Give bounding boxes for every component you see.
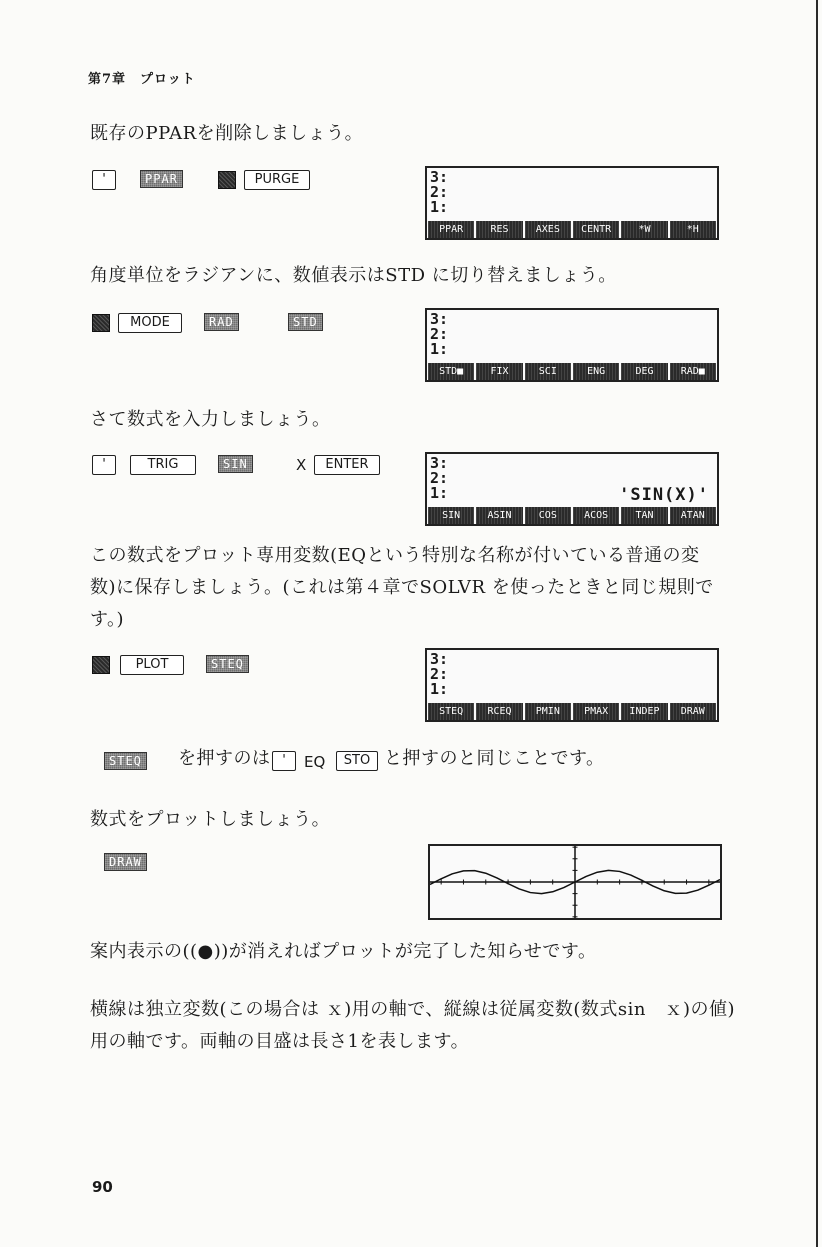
std-softkey[interactable]: STD bbox=[288, 313, 323, 331]
menu-item: AXES bbox=[525, 221, 571, 238]
menu-item: RES bbox=[476, 221, 522, 238]
stack-levels: 3: 2: 1: bbox=[430, 454, 449, 502]
menu-item: CENTR bbox=[573, 221, 619, 238]
stack-level1-value: 'SIN(X)' bbox=[619, 485, 709, 505]
steq-note-text2: と押すのと同じことです。 bbox=[384, 748, 605, 769]
menu-item: STD■ bbox=[428, 363, 474, 380]
text-line: この数式をプロット専用変数(EQという特別な名称が付いている普通の変 bbox=[90, 545, 700, 566]
menu-item: FIX bbox=[476, 363, 522, 380]
lcd-screen-4 bbox=[425, 648, 719, 722]
quote-key[interactable]: ' bbox=[272, 751, 296, 771]
shift-key-icon[interactable] bbox=[92, 656, 110, 674]
quote-key[interactable]: ' bbox=[92, 455, 116, 475]
sin-softkey[interactable]: SIN bbox=[218, 455, 253, 473]
menu-item: PMAX bbox=[573, 703, 619, 720]
plot-key[interactable]: PLOT bbox=[120, 655, 184, 675]
steq-softkey[interactable]: STEQ bbox=[104, 752, 147, 770]
menu-item: SCI bbox=[525, 363, 571, 380]
menu-bar bbox=[427, 703, 717, 720]
mode-key[interactable]: MODE bbox=[118, 313, 182, 333]
eq-label: EQ bbox=[304, 753, 326, 771]
menu-bar bbox=[427, 221, 717, 238]
sine-plot bbox=[430, 846, 720, 918]
steq-note-text1: を押すのは bbox=[178, 748, 271, 769]
chapter-header: 第7章 プロット bbox=[88, 72, 196, 87]
menu-item: COS bbox=[525, 507, 571, 524]
step2-text: 角度単位をラジアンに、数値表示はSTD に切り替えましょう。 bbox=[90, 265, 617, 286]
step1-text: 既存のPPARを削除しましょう。 bbox=[90, 123, 364, 144]
busy-annunciator-text: 案内表示の((●))が消えればプロットが完了した知らせです。 bbox=[90, 941, 597, 962]
text-line: 数)に保存しましょう。(これは第４章でSOLVR を使ったときと同じ規則で bbox=[90, 577, 714, 598]
menu-bar bbox=[427, 507, 717, 524]
step4-text bbox=[90, 540, 714, 636]
ppar-softkey[interactable]: PPAR bbox=[140, 170, 183, 188]
menu-item: RAD■ bbox=[670, 363, 716, 380]
plot-screen bbox=[428, 844, 722, 920]
steq-softkey[interactable]: STEQ bbox=[206, 655, 249, 673]
menu-bar bbox=[427, 363, 717, 380]
menu-item: PMIN bbox=[525, 703, 571, 720]
menu-item: DRAW bbox=[670, 703, 716, 720]
draw-softkey[interactable]: DRAW bbox=[104, 853, 147, 871]
stack-levels: 3: 2: 1: bbox=[430, 168, 449, 216]
text-line: 用の軸です。両軸の目盛は長さ1を表します。 bbox=[90, 1031, 470, 1052]
menu-item: DEG bbox=[621, 363, 667, 380]
menu-item: INDEP bbox=[621, 703, 667, 720]
page-edge-rule bbox=[816, 0, 818, 1247]
lcd-screen-2 bbox=[425, 308, 719, 382]
menu-item: PPAR bbox=[428, 221, 474, 238]
menu-item: ENG bbox=[573, 363, 619, 380]
plot-step-text: 数式をプロットしましょう。 bbox=[90, 809, 331, 830]
menu-item: ATAN bbox=[670, 507, 716, 524]
text-line: 横線は独立変数(この場合は ｘ)用の軸で、縦線は従属変数(数式sin ｘ)の値) bbox=[90, 999, 736, 1020]
quote-key[interactable]: ' bbox=[92, 170, 116, 190]
stack-levels: 3: 2: 1: bbox=[430, 310, 449, 358]
enter-key[interactable]: ENTER bbox=[314, 455, 380, 475]
trig-key[interactable]: TRIG bbox=[130, 455, 196, 475]
menu-item: ASIN bbox=[476, 507, 522, 524]
text-line: す。) bbox=[90, 609, 125, 630]
stack-levels: 3: 2: 1: bbox=[430, 650, 449, 698]
shift-key-icon[interactable] bbox=[218, 171, 236, 189]
menu-item: ACOS bbox=[573, 507, 619, 524]
x-key[interactable]: X bbox=[296, 456, 307, 474]
lcd-screen-3 bbox=[425, 452, 719, 526]
menu-item: STEQ bbox=[428, 703, 474, 720]
shift-key-icon[interactable] bbox=[92, 314, 110, 332]
lcd-screen-1 bbox=[425, 166, 719, 240]
axis-explanation bbox=[90, 994, 735, 1058]
purge-key[interactable]: PURGE bbox=[244, 170, 310, 190]
menu-item: SIN bbox=[428, 507, 474, 524]
step3-text: さて数式を入力しましょう。 bbox=[90, 409, 331, 430]
sto-key[interactable]: STO bbox=[336, 751, 378, 771]
menu-item: RCEQ bbox=[476, 703, 522, 720]
menu-item: *W bbox=[621, 221, 667, 238]
menu-item: TAN bbox=[621, 507, 667, 524]
menu-item: *H bbox=[670, 221, 716, 238]
rad-softkey[interactable]: RAD bbox=[204, 313, 239, 331]
page-number: 90 bbox=[92, 1178, 113, 1196]
